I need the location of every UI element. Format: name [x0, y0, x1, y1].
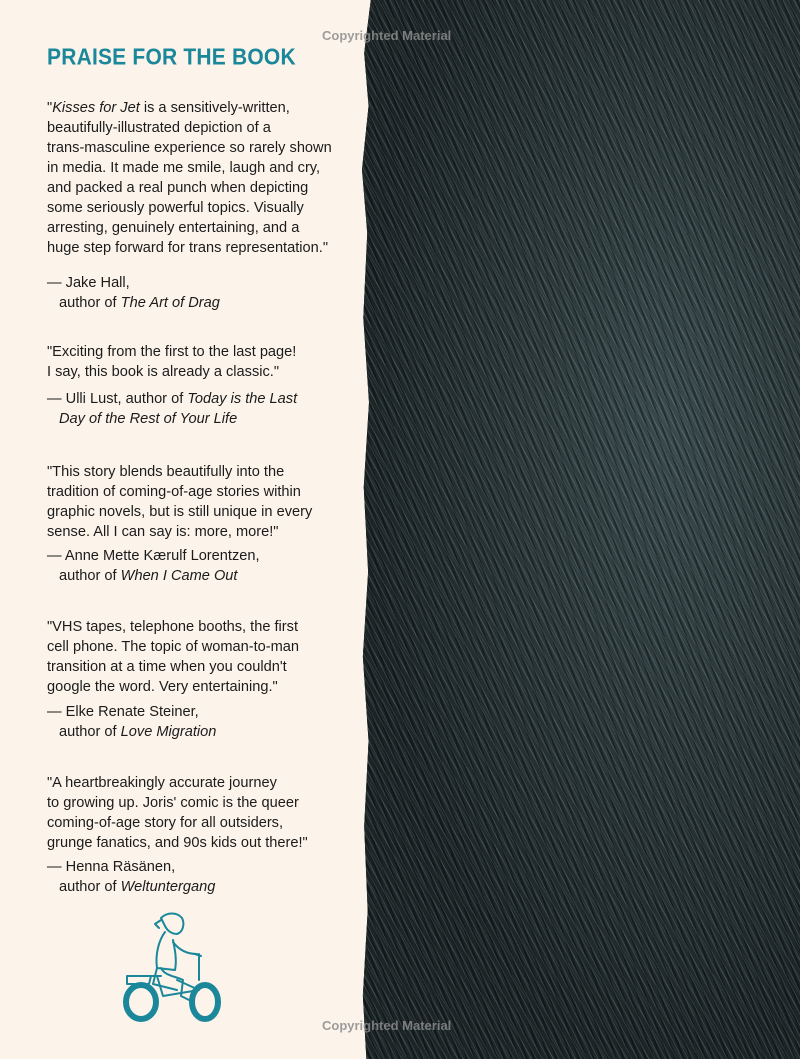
- quote-line: [47, 773, 308, 793]
- attribution-work: [47, 877, 308, 897]
- text-segment: arresting, genuinely entertaining, and a: [47, 220, 300, 236]
- text-segment: coming-of-age story for all outsiders,: [47, 815, 284, 831]
- attribution-name: [47, 389, 297, 409]
- quote-block: [47, 773, 308, 897]
- text-segment: beautifully-illustrated depiction of a: [47, 120, 271, 136]
- page-title: PRAISE FOR THE BOOK: [47, 44, 296, 71]
- quote-block: [47, 617, 299, 742]
- text-segment: trans-masculine experience so rarely shown: [47, 140, 332, 156]
- text-segment: — Anne Mette Kærulf Lorentzen,: [47, 548, 260, 564]
- quote-line: [47, 198, 332, 218]
- quote-line: [47, 238, 332, 258]
- text-segment: tradition of coming-of-age stories within: [47, 484, 301, 500]
- quote-line: [47, 138, 332, 158]
- quote-attribution: [47, 857, 308, 897]
- text-segment: — Henna Räsänen,: [47, 859, 176, 875]
- quote-attribution: [47, 546, 312, 586]
- text-segment: — Jake Hall,: [47, 275, 130, 291]
- attribution-name: [47, 273, 332, 293]
- text-segment: huge step forward for trans representation.": [47, 240, 328, 256]
- quote-line: [47, 833, 308, 853]
- quote-attribution: [47, 389, 297, 429]
- text-segment: — Elke Renate Steiner,: [47, 704, 199, 720]
- text-segment: I say, this book is already a classic.": [47, 364, 280, 380]
- quote-line: [47, 813, 308, 833]
- text-segment: some seriously powerful topics. Visually: [47, 200, 304, 216]
- quote-line: [47, 462, 312, 482]
- attribution-work: [47, 293, 332, 313]
- book-title: Kisses for Jet: [52, 100, 140, 116]
- text-segment: to growing up. Joris' comic is the queer: [47, 795, 299, 811]
- text-segment: author of: [59, 724, 121, 740]
- text-segment: "VHS tapes, telephone booths, the first: [47, 619, 298, 635]
- text-segment: "A heartbreakingly accurate journey: [47, 775, 277, 791]
- quote-line: [47, 482, 312, 502]
- text-segment: and packed a real punch when depicting: [47, 180, 309, 196]
- text-segment: author of: [59, 295, 121, 311]
- attribution-work: [47, 566, 312, 586]
- quote-line: [47, 657, 299, 677]
- text-segment: transition at a time when you couldn't: [47, 659, 287, 675]
- text-segment: graphic novels, but is still unique in every: [47, 504, 313, 520]
- bicycle-rider-illustration: [115, 910, 225, 1030]
- book-title: Love Migration: [120, 724, 217, 740]
- text-segment: author of: [59, 879, 121, 895]
- quote-line: [47, 98, 332, 118]
- quote-line: [47, 342, 297, 362]
- quote-line: [47, 118, 332, 138]
- quote-line: [47, 502, 312, 522]
- book-title: Weltuntergang: [120, 879, 216, 895]
- quote-attribution: [47, 702, 299, 742]
- text-segment: "Exciting from the first to the last page!: [47, 344, 297, 360]
- text-segment: "This story blends beautifully into the: [47, 464, 285, 480]
- quote-block: [47, 98, 332, 313]
- attribution-name: [47, 857, 308, 877]
- text-segment: google the word. Very entertaining.": [47, 679, 278, 695]
- attribution-name: [47, 702, 299, 722]
- watermark-bottom: Copyrighted Material: [322, 1018, 452, 1033]
- quote-block: [47, 462, 312, 586]
- quote-line: [47, 218, 332, 238]
- text-segment: cell phone. The topic of woman-to-man: [47, 639, 300, 655]
- book-title: Today is the Last: [187, 391, 298, 407]
- text-segment: author of: [59, 568, 121, 584]
- quote-line: [47, 637, 299, 657]
- attribution-name: [47, 546, 312, 566]
- text-segment: is a sensitively-written,: [139, 100, 290, 116]
- quote-line: [47, 522, 312, 542]
- quote-line: [47, 677, 299, 697]
- book-title: When I Came Out: [120, 568, 238, 584]
- text-segment: ": [47, 100, 53, 116]
- quote-line: [47, 617, 299, 637]
- attribution-work: [47, 409, 297, 429]
- watermark-top: Copyrighted Material: [322, 28, 452, 43]
- quote-line: [47, 793, 308, 813]
- text-segment: sense. All I can say is: more, more!": [47, 524, 279, 540]
- quote-attribution: [47, 273, 332, 313]
- attribution-work: [47, 722, 299, 742]
- quote-block: [47, 342, 297, 429]
- text-segment: grunge fanatics, and 90s kids out there!": [47, 835, 308, 851]
- quote-line: [47, 158, 332, 178]
- quote-line: [47, 178, 332, 198]
- text-segment: in media. It made me smile, laugh and cry,: [47, 160, 321, 176]
- text-segment: — Ulli Lust, author of: [47, 391, 188, 407]
- book-title: The Art of Drag: [120, 295, 220, 311]
- fur-texture-illustration: [362, 0, 800, 1059]
- book-title: Day of the Rest of Your Life: [59, 411, 238, 427]
- quote-line: [47, 362, 297, 382]
